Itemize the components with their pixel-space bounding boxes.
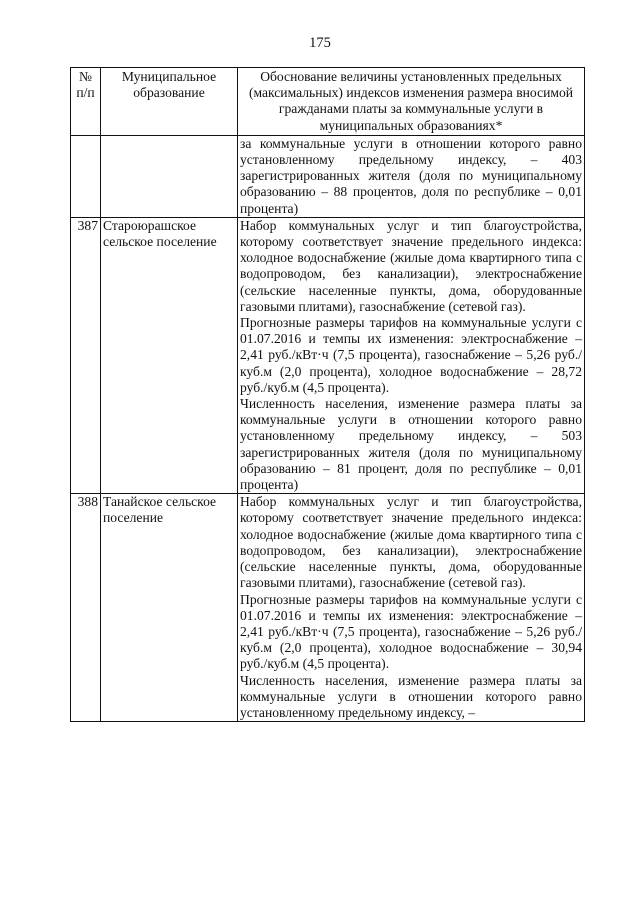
table-header-row [71, 68, 585, 136]
justification-paragraph: Набор коммунальных услуг и тип благоустройства, которому соответствует значение предельного индекса: холодное водоснабжение (жилые дома квартирного типа с водопроводом, без канализации), электроснабжение (сельские населенные пункты, дома, оборудованные газовыми плитами), газоснабжение (сетевой газ). [240, 494, 582, 591]
header-municipality: Муниципальное образование [101, 68, 238, 136]
justification-paragraph: Численность населения, изменение размера платы за коммунальные услуги в отношении которого равно установленному предельному индексу, – [240, 672, 582, 720]
tariff-index-table [70, 67, 585, 722]
row-number: 387 [71, 217, 101, 493]
table-row-continuation [71, 135, 585, 217]
row-municipality: Староюрашское сельское поселение [101, 217, 238, 493]
row-municipality [101, 135, 238, 217]
table-row-388 [71, 494, 585, 722]
justification-paragraph: Численность населения, изменение размера платы за коммунальные услуги в отношении которого равно установленному предельному индексу, – 503 зарегистрированных жителя (доля по муниципальному образованию – 81 процент, доля по республике – 0,01 процента) [240, 396, 582, 493]
header-number: № п/п [71, 68, 101, 136]
row-number: 388 [71, 494, 101, 722]
table-row-387 [71, 217, 585, 493]
row-justification [238, 217, 585, 493]
header-justification: Обоснование величины установленных предельных (максимальных) индексов изменения размера вносимой гражданами платы за коммунальные услуги в муниципальных образованиях* [238, 68, 585, 136]
justification-paragraph: Прогнозные размеры тарифов на коммунальные услуги с 01.07.2016 и темпы их изменения: электроснабжение – 2,41 руб./кВт·ч (7,5 процента), газоснабжение – 5,26 руб./куб.м (2,0 процента), холодное водоснабжение – 28,72 руб./куб.м (4,5 процента). [240, 315, 582, 395]
row-justification [238, 135, 585, 217]
page-number: 175 [309, 35, 331, 51]
row-municipality: Танайское сельское поселение [101, 494, 238, 722]
justification-paragraph: Набор коммунальных услуг и тип благоустройства, которому соответствует значение предельного индекса: холодное водоснабжение (жилые дома квартирного типа с водопроводом, без канализации), электроснабжение (сельские населенные пункты, дома, оборудованные газовыми плитами), газоснабжение (сетевой газ). [240, 217, 582, 314]
justification-paragraph: за коммунальные услуги в отношении которого равно установленному предельному индексу, – 403 зарегистрированных жителя (доля по муниципальному образованию – 88 процентов, доля по республике – 0,01 процента) [240, 135, 582, 216]
row-justification [238, 494, 585, 722]
row-number [71, 135, 101, 217]
justification-paragraph: Прогнозные размеры тарифов на коммунальные услуги с 01.07.2016 и темпы их изменения: электроснабжение – 2,41 руб./кВт·ч (7,5 процента), газоснабжение – 5,26 руб./куб.м (2,0 процента), холодное водоснабжение – 30,94 руб./куб.м (4,5 процента). [240, 591, 582, 672]
